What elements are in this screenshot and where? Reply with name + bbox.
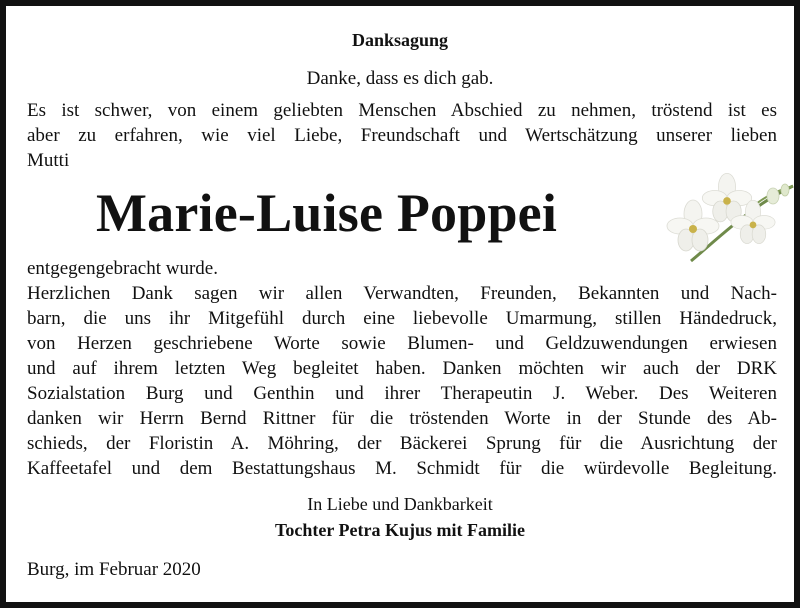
body-line: entgegengebracht wurde. — [27, 258, 218, 279]
deceased-name: Marie-Luise Poppei — [96, 183, 558, 243]
body-line: von Herzen geschriebene Worte sowie Blumen- und Geldzuwendungen erwiesen — [27, 333, 777, 354]
place-date: Burg, im Februar 2020 — [27, 559, 201, 580]
body-line: Herzlichen Dank sagen wir allen Verwandten, Freunden, Bekannten und Nach- — [27, 283, 777, 304]
signature-family: Tochter Petra Kujus mit Familie — [275, 520, 525, 540]
intro-line: Es ist schwer, von einem geliebten Menschen Abschied zu nehmen, tröstend ist es — [27, 100, 777, 121]
body-line: und auf ihrem letzten Weg begleitet haben. Danken möchten wir auch der DRK — [27, 358, 777, 379]
notice-heading: Danksagung — [351, 30, 449, 50]
body-line: Kaffeetafel und dem Bestattungshaus M. Schmidt für die würdevolle Begleitung. — [27, 458, 777, 479]
body-line: danken wir Herrn Bernd Rittner für die tröstenden Worte in der Stunde des Ab- — [27, 408, 777, 429]
notice-subline: Danke, dass es dich gab. — [306, 68, 494, 89]
intro-line: Mutti — [27, 150, 70, 171]
closing-phrase: In Liebe und Dankbarkeit — [307, 494, 493, 514]
body-line: schieds, der Floristin A. Möhring, der Bäckerei Sprung für die Ausrichtung der — [27, 433, 777, 454]
body-line: Sozialstation Burg und Genthin und ihrer Therapeutin J. Weber. Des Weiteren — [27, 383, 777, 404]
body-line: barn, die uns ihr Mitgefühl durch eine liebevolle Umarmung, stillen Händedruck, — [27, 308, 777, 329]
intro-line: aber zu erfahren, wie viel Liebe, Freundschaft und Wertschätzung unserer lieben — [27, 125, 777, 146]
